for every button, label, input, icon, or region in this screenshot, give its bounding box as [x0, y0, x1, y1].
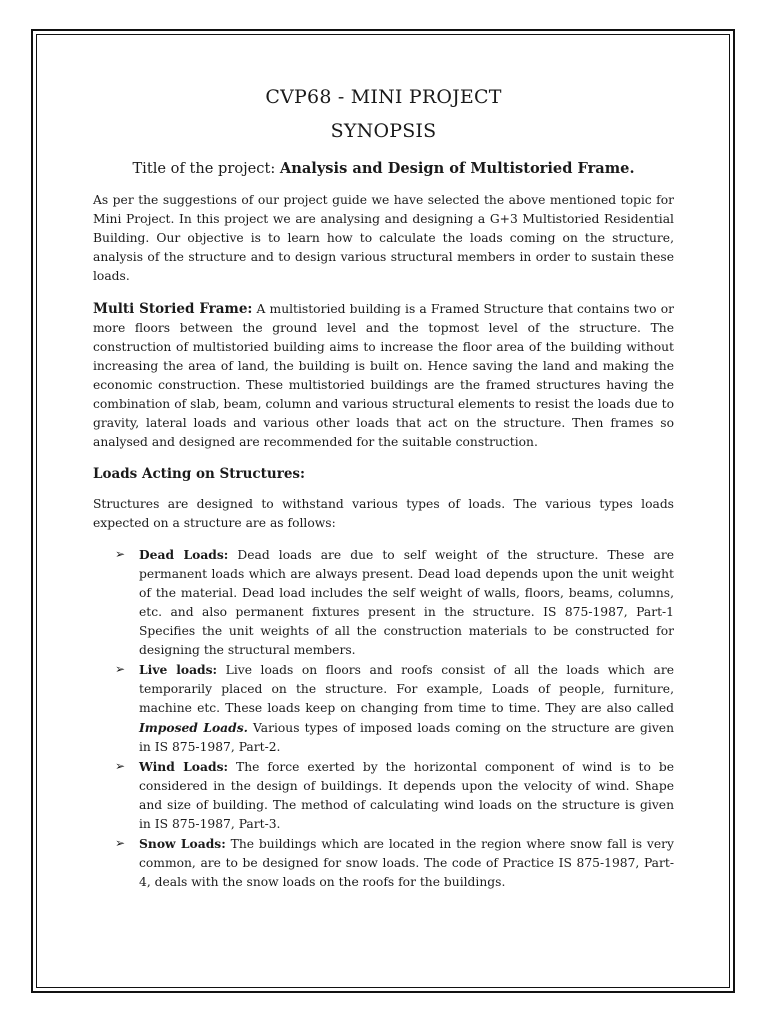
list-item [93, 660, 674, 757]
dead-loads-text [139, 545, 674, 660]
live-loads-text [139, 660, 674, 757]
project-title-value: Analysis and Design of Multistoried Frame. [279, 160, 635, 177]
dead-loads-term: Dead Loads: [139, 547, 229, 562]
loads-intro-paragraph: Structures are designed to withstand various types of loads. The various types loads expected on a structure are as follows: [93, 497, 674, 530]
arrow-bullet-icon: ➢ [115, 836, 126, 850]
intro-paragraph: As per the suggestions of our project guide we have selected the above mentioned topic for Mini Project. In this project we are analysing and designing a G+3 Multistoried Residential Building. Our objective is to learn how to calculate the loads coming on the structure, analysis of the structure and to design various structural members in order to sustain these loads. [93, 193, 674, 283]
wind-loads-term: Wind Loads: [139, 759, 229, 774]
dead-loads-description: Dead loads are due to self weight of the structure. These are permanent loads which are always present. Dead load depends upon the unit weight of the material. Dead load includes the self weight of walls, floors, beams, columns, etc. and also permanent fixtures present in the structure. IS 875-1987, Part-1 Specifies the unit weights of all the construction materials to be constructed for designing the structural members. [139, 548, 674, 657]
synopsis-heading: SYNOPSIS [330, 120, 437, 142]
snow-loads-term: Snow Loads: [139, 836, 226, 851]
live-loads-description-before: Live loads on floors and roofs consist of all the loads which are temporarily placed on the structure. For example, Loads of people, furniture, machine etc. These loads keep on changing from time to time. They are also called [139, 663, 674, 715]
live-loads-term: Live loads: [139, 662, 218, 677]
multi-storied-text: A multistoried building is a Framed Structure that contains two or more floors between the ground level and the topmost level of the structure. The construction of multistoried building aims to increase the floor area of the building without increasing the area of land, the building is built on. Hence saving the land and making the economic construction. These multistoried buildings are the framed structures having the combination of slab, beam, column and various structural elements to resist the loads due to gravity, lateral loads and various other loads that act on the structure. Then frames so analysed and designed are recommended for the suitable construction. [93, 302, 674, 449]
list-item [93, 834, 674, 892]
arrow-bullet-icon: ➢ [115, 759, 126, 773]
loads-list [93, 545, 674, 892]
course-heading: CVP68 - MINI PROJECT [265, 86, 502, 108]
wind-loads-description: The force exerted by the horizontal component of wind is to be considered in the design of buildings. It depends upon the velocity of wind. Shape and size of building. The method of calculating wind loads on the structure is given in IS 875-1987, Part-3. [139, 760, 674, 831]
snow-loads-text [139, 834, 674, 892]
project-title [93, 160, 674, 177]
arrow-bullet-icon: ➢ [115, 547, 126, 561]
loads-section-heading: Loads Acting on Structures: [93, 466, 305, 482]
list-item [93, 545, 674, 660]
imposed-loads-emphasis: Imposed Loads. [139, 720, 248, 735]
project-title-prefix: Title of the project: [132, 160, 280, 177]
list-item [93, 757, 674, 834]
live-loads-description-after: Various types of imposed loads coming on the structure are given in IS 875-1987, Part-2. [139, 721, 675, 754]
wind-loads-text [139, 757, 674, 834]
snow-loads-description: The buildings which are located in the region where snow fall is very common, are to be designed for snow loads. The code of Practice IS 875-1987, Part-4, deals with the snow loads on the roofs for the buildings. [139, 837, 674, 889]
multi-storied-lead: Multi Storied Frame: [93, 301, 253, 317]
document-body [93, 86, 674, 892]
arrow-bullet-icon: ➢ [115, 662, 126, 676]
multi-storied-paragraph [93, 300, 674, 452]
